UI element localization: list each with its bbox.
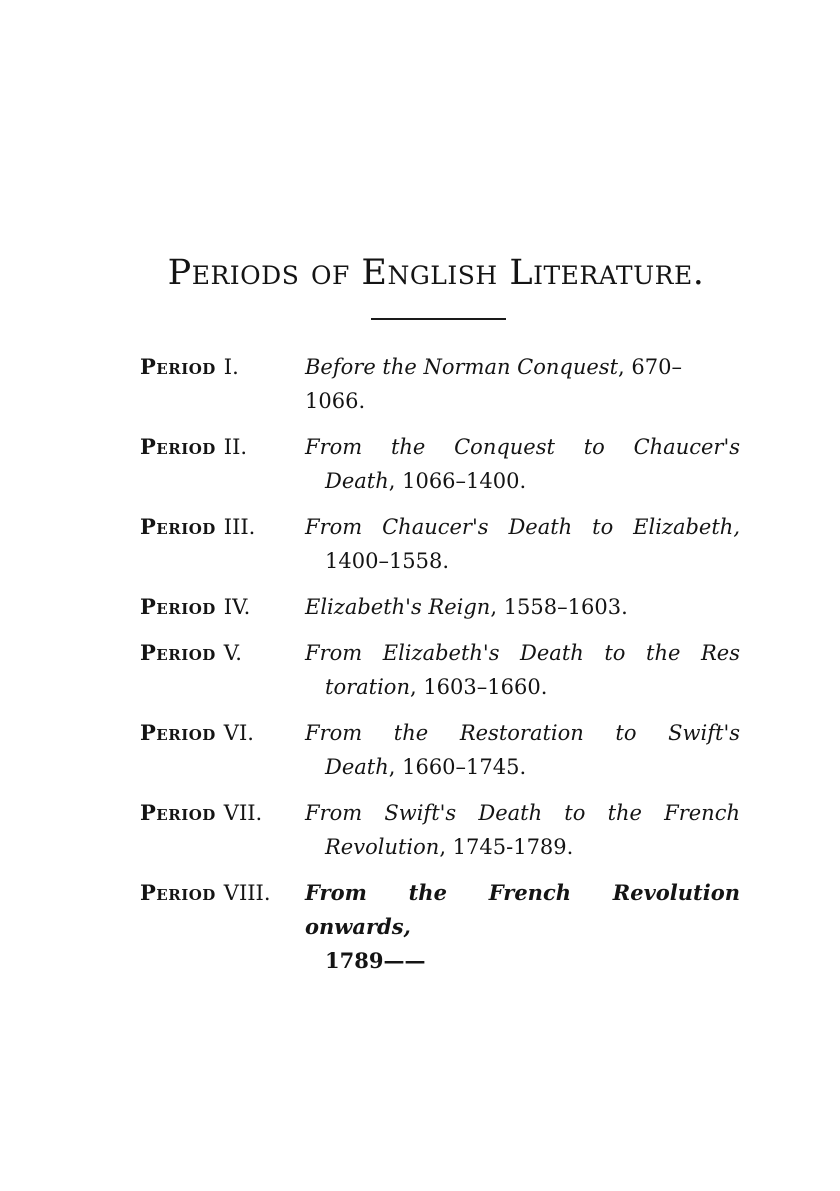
period-numeral: IV.	[223, 595, 251, 619]
period-title-cont: Death	[325, 469, 389, 493]
period-line-1	[305, 796, 740, 830]
period-entry	[140, 430, 740, 498]
period-word: Period	[140, 720, 216, 745]
period-description	[305, 716, 740, 784]
period-line-1	[305, 636, 740, 670]
period-title: From the Conquest to Chaucer's	[305, 435, 740, 459]
period-title: From the French Revolution onwards,	[305, 880, 740, 939]
period-word: Period	[140, 640, 216, 665]
period-line-2	[305, 750, 740, 784]
period-title: From Swift's Death to the French	[305, 801, 740, 825]
period-entry	[140, 796, 740, 864]
period-dates: , 1745-1789.	[439, 835, 574, 859]
period-dates: , 670–1066.	[305, 355, 682, 413]
period-description	[305, 590, 740, 624]
period-title: From the Restoration to Swift's	[305, 721, 740, 745]
period-entry	[140, 716, 740, 784]
period-word: Period	[140, 514, 216, 539]
period-dates: , 1558–1603.	[490, 595, 628, 619]
period-title: Before the Norman Conquest	[305, 355, 619, 379]
period-label	[140, 430, 305, 464]
period-description	[305, 636, 740, 704]
period-title: From Chaucer's Death to Elizabeth,	[305, 515, 740, 539]
period-line-1	[305, 430, 740, 464]
period-label	[140, 590, 305, 624]
period-entry	[140, 876, 740, 978]
period-dates: 1789——	[325, 948, 426, 973]
period-label	[140, 876, 305, 910]
period-word: Period	[140, 594, 216, 619]
period-line-1	[305, 510, 740, 544]
period-title: Elizabeth's Reign	[305, 595, 491, 619]
period-word: Period	[140, 354, 216, 379]
period-title-cont: Death	[325, 755, 389, 779]
period-line-2	[305, 830, 740, 864]
period-dates: , 1603–1660.	[409, 675, 548, 699]
periods-list	[140, 350, 740, 990]
period-line-2	[305, 670, 740, 704]
period-entry	[140, 636, 740, 704]
period-dates: 1400–1558.	[325, 549, 450, 573]
period-line-1	[305, 350, 740, 418]
period-entry	[140, 510, 740, 578]
period-description	[305, 876, 740, 978]
period-numeral: VII.	[223, 801, 263, 825]
period-line-2	[305, 944, 740, 978]
page-title: Periods of English Literature.	[167, 253, 705, 293]
period-label	[140, 350, 305, 384]
period-line-1	[305, 716, 740, 750]
period-title: From Elizabeth's Death to the Res	[305, 641, 740, 665]
period-word: Period	[140, 800, 216, 825]
period-label	[140, 796, 305, 830]
period-title-cont: Revolution	[325, 835, 440, 859]
period-entry	[140, 590, 740, 624]
period-line-1	[305, 590, 740, 624]
period-dates: , 1066–1400.	[388, 469, 527, 493]
period-word: Period	[140, 434, 216, 459]
period-line-2	[305, 544, 740, 578]
period-numeral: III.	[223, 515, 256, 539]
period-numeral: II.	[223, 435, 248, 459]
period-numeral: I.	[223, 355, 239, 379]
period-description	[305, 350, 740, 418]
period-label	[140, 636, 305, 670]
period-label	[140, 716, 305, 750]
period-line-1	[305, 876, 740, 944]
period-dates: , 1660–1745.	[388, 755, 527, 779]
period-entry	[140, 350, 740, 418]
period-word: Period	[140, 880, 216, 905]
period-numeral: VIII.	[223, 881, 271, 905]
period-line-2	[305, 464, 740, 498]
period-label	[140, 510, 305, 544]
period-description	[305, 796, 740, 864]
period-title-cont: toration	[325, 675, 410, 699]
title-rule	[371, 318, 506, 320]
period-description	[305, 430, 740, 498]
period-numeral: V.	[223, 641, 242, 665]
period-numeral: VI.	[223, 721, 254, 745]
period-description	[305, 510, 740, 578]
